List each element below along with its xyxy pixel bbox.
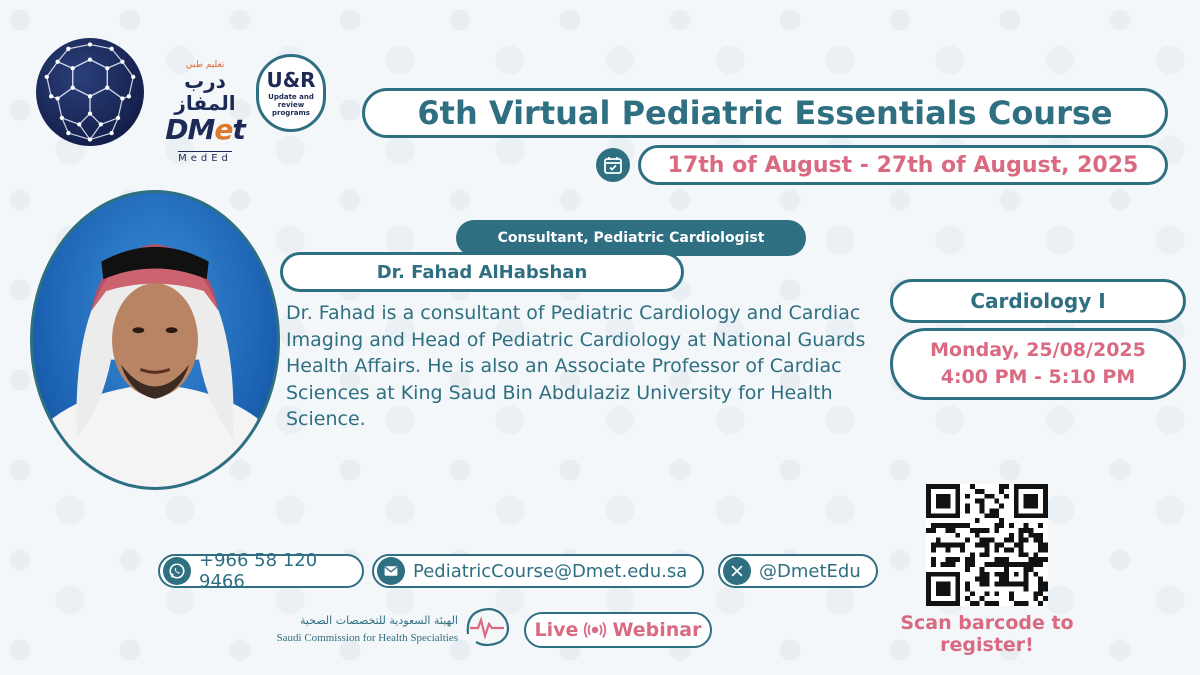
email-address: PediatricCourse@Dmet.edu.sa — [413, 560, 688, 582]
ur-badge — [256, 54, 326, 132]
meded-label: MedEd — [178, 153, 232, 164]
x-contact[interactable] — [718, 554, 878, 588]
scfhs-logo — [270, 604, 520, 654]
phone-number: +966 58 120 9466 — [199, 550, 318, 592]
scfhs-english: Saudi Commission for Health Specialties — [276, 632, 458, 644]
social-handle: @DmetEdu — [759, 560, 861, 582]
live-label: Live — [534, 619, 579, 641]
scfhs-emblem-icon — [462, 604, 512, 648]
broadcast-icon — [583, 621, 607, 639]
scan-to-register: Scan barcode to register! — [900, 612, 1074, 656]
dmet-wordmark: DMet — [165, 113, 245, 146]
speaker-bio: Dr. Fahad is a consultant of Pediatric Cardiology and Cardiac Imaging and Head of Pediatric Cardiology at National Guards Health Affairs. He is also an Associate Professor of Cardiac Sciences at King Saud Bin Abdulaziz University for Health Science. — [286, 302, 866, 430]
live-webinar-badge — [524, 612, 712, 648]
qr-code[interactable] — [926, 484, 1048, 606]
arabic-tagline: تعليم طبي — [185, 60, 225, 70]
calendar-icon — [596, 148, 630, 182]
speaker-photo — [30, 190, 280, 490]
session-date: Monday, 25/08/2025 — [930, 339, 1146, 361]
ur-badge-subtitle: Update and review programs — [268, 93, 314, 117]
webinar-label: Webinar — [612, 619, 702, 641]
arabic-brand-name: درب المفاز — [174, 69, 236, 115]
session-time: 4:00 PM - 5:10 PM — [940, 366, 1136, 388]
speaker-role: Consultant, Pediatric Cardiologist — [456, 220, 806, 256]
whatsapp-icon — [163, 557, 191, 585]
ur-badge-title: U&R — [266, 68, 316, 92]
whatsapp-contact[interactable] — [158, 550, 364, 592]
mail-icon — [377, 557, 405, 585]
session-topic: Cardiology I — [890, 279, 1186, 323]
email-contact[interactable] — [372, 554, 704, 588]
speaker-name: Dr. Fahad AlHabshan — [280, 252, 684, 292]
dmet-brand-text — [160, 60, 250, 165]
course-title: 6th Virtual Pediatric Essentials Course — [362, 88, 1168, 138]
x-icon — [723, 557, 751, 585]
course-dates: 17th of August - 27th of August, 2025 — [638, 145, 1168, 185]
dmet-globe-logo — [36, 38, 144, 146]
scfhs-arabic: الهيئة السعودية للتخصصات الصحية — [299, 614, 458, 627]
session-schedule — [890, 328, 1186, 400]
